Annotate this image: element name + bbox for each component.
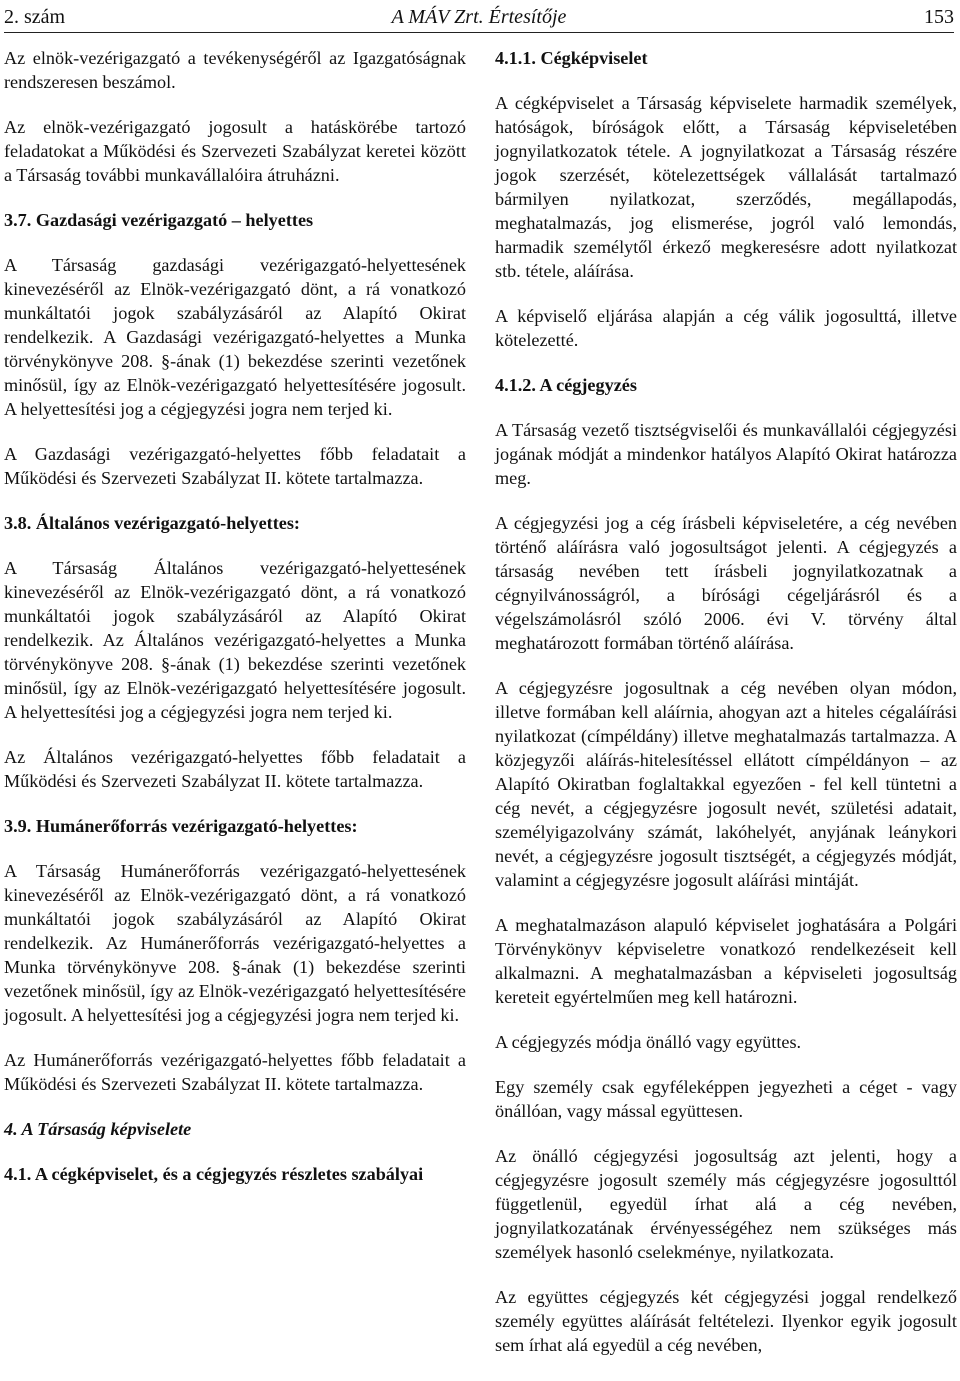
page-number: 153 (924, 6, 954, 28)
paragraph: A cégképviselet a Társaság képviselete harmadik személyek, hatóságok, bíróságok előtt, a Társaság képviseletében jognyilatkozatok tétele. A jognyilatkozat a Társaság részére jogok szerzését, kötelezettségek vállalását tartalmazó bármilyen nyilatkozat, szerződés, megállapodás, meghatalmazás, jog elismerése, jogról való lemondás, harmadik személytől érkező megkeresésre adott nyilatkozat stb. tétele, aláírása. (495, 93, 957, 281)
section-heading: 4.1.1. Cégképviselet (495, 48, 648, 68)
section-heading: 4.1. A cégképviselet, és a cégjegyzés részletes szabályai (4, 1164, 424, 1184)
paragraph: Az Általános vezérigazgató-helyettes főbb feladatait a Működési és Szervezeti Szabályzat II. kötete tartalmazza. (4, 747, 466, 791)
paragraph: A Társaság gazdasági vezérigazgató-helyettesének kinevezéséről az Elnök-vezérigazgató dönt, a rá vonatkozó munkáltatói jogok szabályzásáról az Alapító Okirat rendelkezik. A Gazdasági vezérigazgató-helyettes a Munka törvénykönyve 208. §-ának (1) bekezdése szerinti vezetőnek minősül, így az Elnök-vezérigazgató helyettesítésére jogosult. A helyettesítési jog a cégjegyzési jogra nem terjed ki. (4, 255, 466, 419)
paragraph: A cégjegyzési jog a cég írásbeli képviseletére, a cég nevében történő aláírásra való jogosultságot jelenti. A cégjegyzés a társaság nevében tett írásbeli jognyilatkozatnak a cégnyilvánosságról, a bírósági cégeljárásról és a végelszámolásról szóló 2006. évi V. törvény által meghatározott formában történő aláírása. (495, 513, 957, 653)
paragraph: A Társaság Általános vezérigazgató-helyettesének kinevezéséről az Elnök-vezérigazgató dönt, a rá vonatkozó munkáltatói jogok szabályzásáról az Alapító Okirat rendelkezik. Az Általános vezérigazgató-helyettes a Munka törvénykönyve 208. §-ának (1) bekezdése szerinti vezetőnek minősül, így az Elnök-vezérigazgató helyettesítésére jogosult. A helyettesítési jog a cégjegyzési jogra nem terjed ki. (4, 558, 466, 722)
left-column (4, 46, 466, 1207)
running-header (4, 2, 954, 33)
section-heading: 4.1.2. A cégjegyzés (495, 375, 637, 395)
section-heading: 3.9. Humánerőforrás vezérigazgató-helyettes: (4, 816, 358, 836)
section-heading: 3.7. Gazdasági vezérigazgató – helyettes (4, 210, 314, 230)
paragraph: A Társaság vezető tisztségviselői és munkavállalói cégjegyzési jogának módját a mindenkor hatályos Alapító Okirat határozza meg. (495, 420, 957, 488)
chapter-heading: 4. A Társaság képviselete (4, 1119, 192, 1139)
paragraph: Az elnök-vezérigazgató a tevékenységéről az Igazgatóságnak rendszeresen beszámol. (4, 48, 466, 92)
paragraph: Az Humánerőforrás vezérigazgató-helyettes főbb feladatait a Működési és Szervezeti Szabályzat II. kötete tartalmazza. (4, 1050, 466, 1094)
paragraph: A képviselő eljárása alapján a cég válik jogosulttá, illetve kötelezetté. (495, 306, 957, 350)
paragraph: A cégjegyzésre jogosultnak a cég nevében olyan módon, illetve formában kell aláírnia, ahogyan azt a hiteles cégaláírási nyilatkozat (címpéldány) illetve meghatalmazás tartalmazza. A közjegyzői aláírás-hitelesítéssel ellátott címpéldányon – az Alapító Okiratban foglaltakkal egyezően - fel kell tüntetni a cég nevét, a cégjegyzésre jogosult nevét, születési adatait, személyigazolvány számát, lakóhelyét, anyjának leánykori nevét, a cégjegyzésre jogosult tisztségét, a cégjegyzés módját, valamint a cégjegyzésre jogosult aláírási mintáját. (495, 678, 957, 890)
paragraph: Az elnök-vezérigazgató jogosult a hatáskörébe tartozó feladatokat a Működési és Szervezeti Szabályzat keretei között a Társaság további munkavállalóira átruházni. (4, 117, 466, 185)
right-column (495, 46, 957, 1378)
paragraph: A Gazdasági vezérigazgató-helyettes főbb feladatait a Működési és Szervezeti Szabályzat II. kötete tartalmazza. (4, 444, 466, 488)
paragraph: Az együttes cégjegyzés két cégjegyzési joggal rendelkező személy együttes aláírását feltételezi. Ilyenkor egyik jogosult sem írhat alá egyedül a cég nevében, (495, 1287, 957, 1355)
issue-number: 2. szám (4, 6, 66, 28)
paragraph: Egy személy csak egyféleképpen jegyezheti a céget - vagy önállóan, vagy mással együttesen. (495, 1077, 957, 1121)
paragraph: A Társaság Humánerőforrás vezérigazgató-helyettesének kinevezéséről az Elnök-vezérigazgató dönt, a rá vonatkozó munkáltatói jogok szabályzásáról az Alapító Okirat rendelkezik. Az Humánerőforrás vezérigazgató-helyettes a Munka törvénykönyve 208. §-ának (1) bekezdése szerinti vezetőnek minősül, így az Elnök-vezérigazgató helyettesítésére jogosult. A helyettesítési jog a cégjegyzési jogra nem terjed ki. (4, 861, 466, 1025)
section-heading: 3.8. Általános vezérigazgató-helyettes: (4, 513, 300, 533)
journal-title: A MÁV Zrt. Értesítője (391, 6, 567, 28)
paragraph: Az önálló cégjegyzési jogosultság azt jelenti, hogy a cégjegyzésre jogosult személy más cégjegyzésre jogosulttól függetlenül, egyedül írhat alá a cég nevében, jognyilatkozatának érvényességéhez nem szükséges más személyek hasonló cselekménye, nyilatkozata. (495, 1146, 957, 1262)
paragraph: A cégjegyzés módja önálló vagy együttes. (495, 1032, 802, 1052)
paragraph: A meghatalmazáson alapuló képviselet joghatására a Polgári Törvénykönyv képviseletre vonatkozó rendelkezéseit kell alkalmazni. A meghatalmazásban a képviseleti jogosultság kereteit egyértelműen meg kell határozni. (495, 915, 957, 1007)
